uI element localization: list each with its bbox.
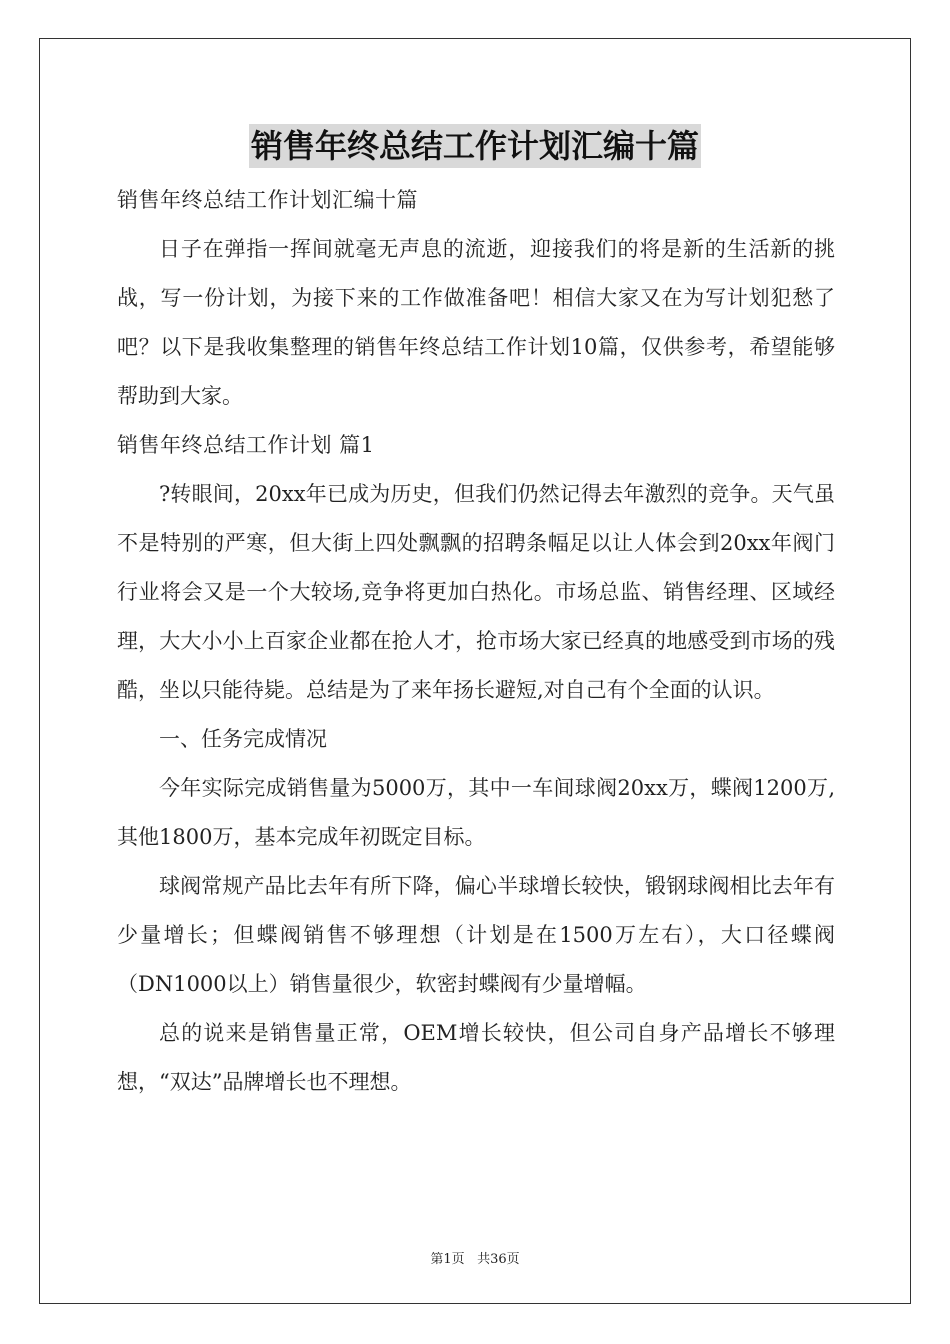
section-heading: 销售年终总结工作计划 篇1	[117, 433, 375, 457]
body-paragraph: ?转眼间，20xx年已成为历史，但我们仍然记得去年激烈的竞争。天气虽不是特别的严寒，但大街上四处飘飘的招聘条幅足以让人体会到20xx年阀门行业将会又是一个大较场,竞争将更加白热化。市场总监、销售经理、区域经理，大大小小上百家企业都在抢人才，抢市场大家已经真的地感受到市场的残酷，坐以只能待毙。总结是为了来年扬长避短,对自己有个全面的认识。	[117, 482, 835, 702]
subtitle-line: 销售年终总结工作计划汇编十篇	[117, 188, 418, 212]
document-title	[0, 124, 950, 168]
subsection-heading: 一、任务完成情况	[159, 727, 327, 751]
page-number: 第1页	[430, 1252, 465, 1267]
body-paragraph: 总的说来是销售量正常，OEM增长较快，但公司自身产品增长不够理想，“双达”品牌增长也不理想。	[117, 1021, 835, 1094]
intro-paragraph: 日子在弹指一挥间就毫无声息的流逝，迎接我们的将是新的生活新的挑战，写一份计划，为接下来的工作做准备吧！相信大家又在为写计划犯愁了吧？以下是我收集整理的销售年终总结工作计划10篇，仅供参考，希望能够帮助到大家。	[117, 237, 835, 408]
document-title-text: 销售年终总结工作计划汇编十篇	[249, 124, 701, 168]
page-total: 共36页	[477, 1252, 520, 1267]
body-paragraph: 球阀常规产品比去年有所下降，偏心半球增长较快，锻钢球阀相比去年有少量增长；但蝶阀销售不够理想（计划是在1500万左右），大口径蝶阀（DN1000以上）销售量很少，软密封蝶阀有少量增幅。	[117, 874, 835, 996]
body-paragraph: 今年实际完成销售量为5000万，其中一车间球阀20xx万，蝶阀1200万,其他1800万，基本完成年初既定目标。	[117, 776, 835, 849]
document-body	[117, 176, 835, 1107]
page-footer	[0, 1248, 950, 1267]
